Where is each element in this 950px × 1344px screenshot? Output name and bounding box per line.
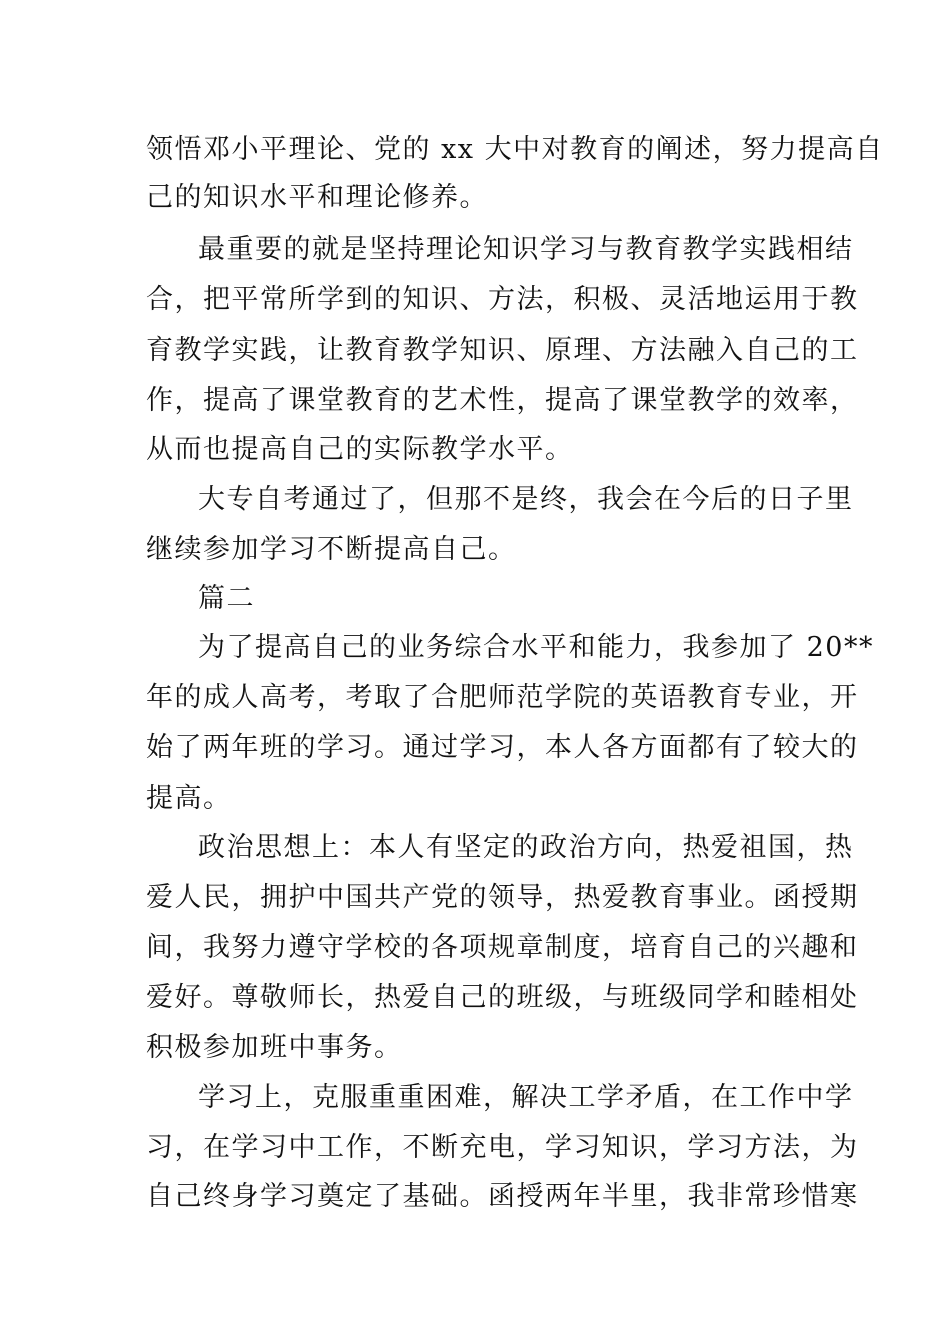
text-line: 提高。 (146, 783, 232, 814)
text-line: 作，提高了课堂教育的艺术性，提高了课堂教学的效率， (146, 385, 859, 416)
text-line: 爱好。尊敬师长，热爱自己的班级，与班级同学和睦相处 (146, 982, 859, 1013)
text-line: 自己终身学习奠定了基础。函授两年半里，我非常珍惜寒 (146, 1181, 859, 1212)
text-line: 从而也提高自己的实际教学水平。 (146, 434, 574, 465)
paragraph-start-line: 为了提高自己的业务综合水平和能力，我参加了 20** (198, 632, 874, 663)
text-line: 始了两年班的学习。通过学习，本人各方面都有了较大的 (146, 732, 859, 763)
paragraph-start-line: 大专自考通过了，但那不是终，我会在今后的日子里 (198, 484, 854, 515)
text-line: 年的成人高考，考取了合肥师范学院的英语教育专业，开 (146, 682, 859, 713)
paragraph-start-line: 学习上，克服重重困难，解决工学矛盾，在工作中学 (198, 1082, 854, 1113)
text-line: 习，在学习中工作，不断充电，学习知识，学习方法，为 (146, 1132, 859, 1163)
text-line: 积极参加班中事务。 (146, 1032, 403, 1063)
text-line: 己的知识水平和理论修养。 (146, 182, 488, 213)
paragraph-start-line: 最重要的就是坚持理论知识学习与教育教学实践相结 (198, 234, 854, 265)
text-line: 爱人民，拥护中国共产党的领导，热爱教育事业。函授期 (146, 882, 859, 913)
text-line: 间，我努力遵守学校的各项规章制度，培育自己的兴趣和 (146, 932, 859, 963)
text-line: 合，把平常所学到的知识、方法，积极、灵活地运用于教 (146, 284, 859, 315)
paragraph-start-line: 政治思想上：本人有坚定的政治方向，热爱祖国，热 (198, 832, 854, 863)
text-line: 继续参加学习不断提高自己。 (146, 534, 517, 565)
section-heading: 篇二 (198, 583, 255, 614)
text-line: 育教学实践，让教育教学知识、原理、方法融入自己的工 (146, 335, 859, 366)
text-line: 领悟邓小平理论、党的 xx 大中对教育的阐述，努力提高自 (146, 134, 884, 165)
